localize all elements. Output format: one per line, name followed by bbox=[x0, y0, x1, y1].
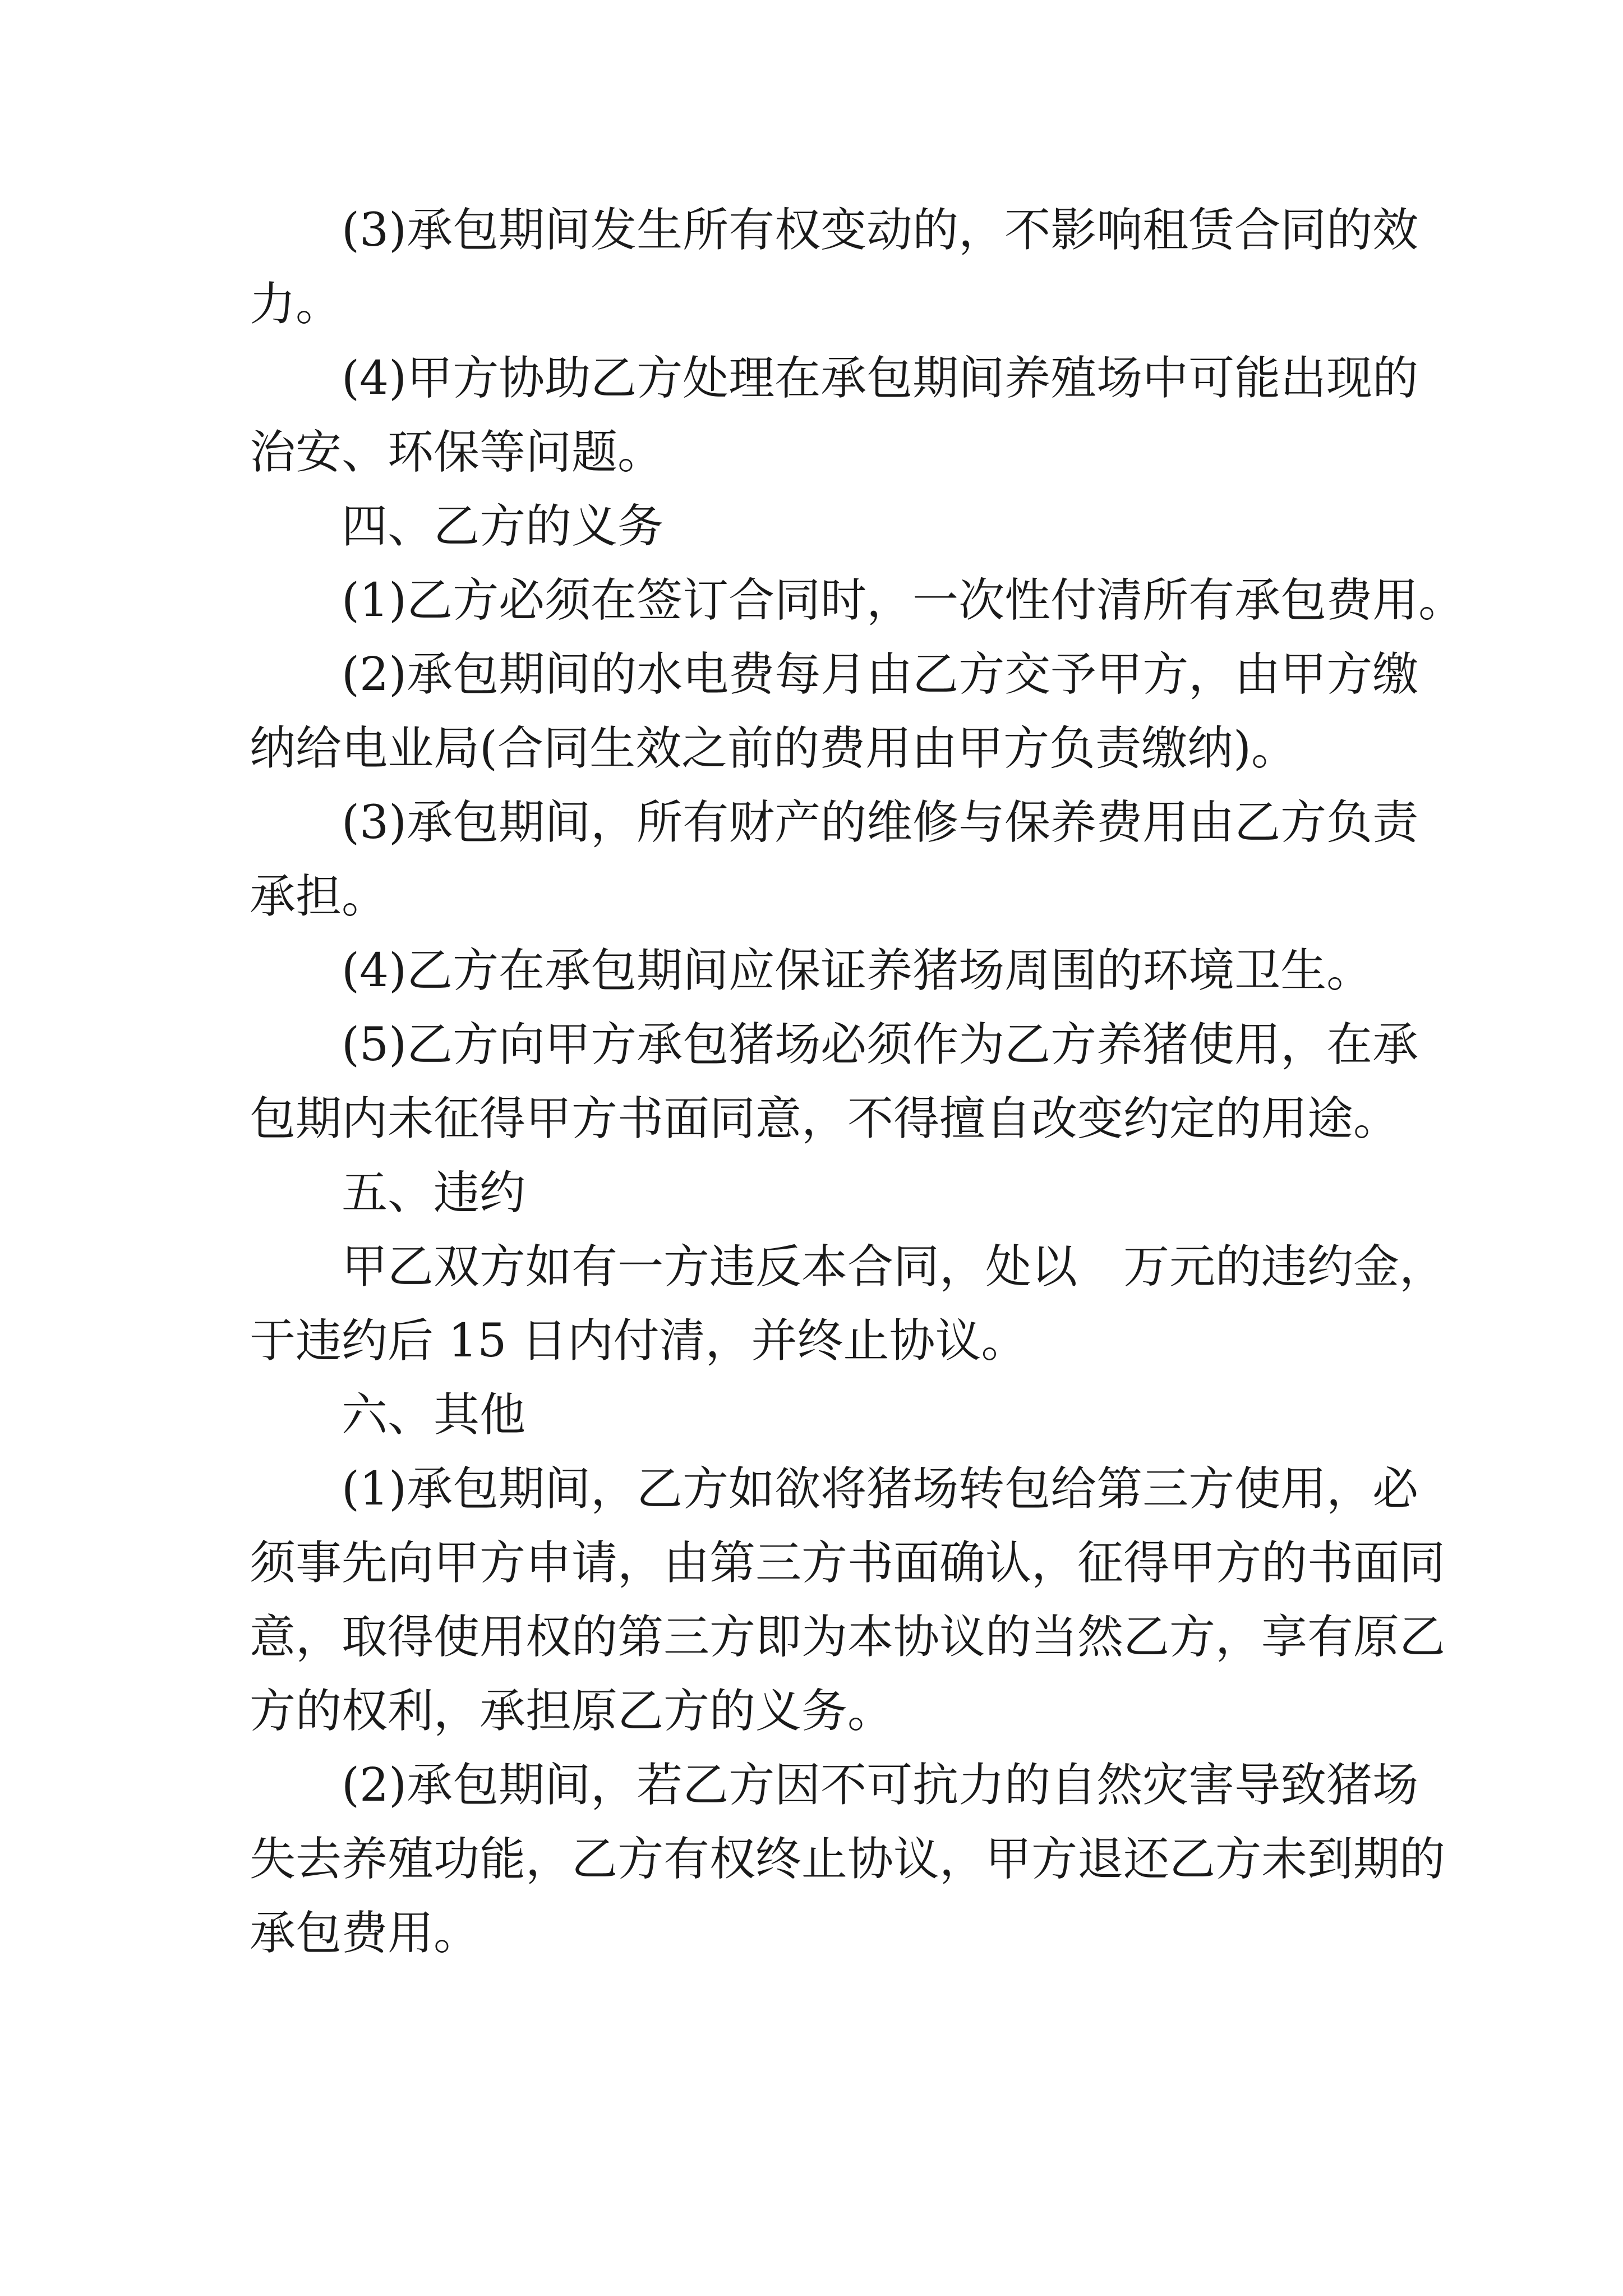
text-line: 包期内未征得甲方书面同意，不得擅自改变约定的用途。 bbox=[250, 1092, 1400, 1145]
text-line: (3)承包期间，所有财产的维修与保养费用由乙方负责 bbox=[342, 796, 1419, 849]
section-heading: 六、其他 bbox=[342, 1388, 526, 1442]
document-page bbox=[250, 194, 1465, 1971]
text-line: 失去养殖功能，乙方有权终止协议，甲方退还乙方未到期的 bbox=[250, 1833, 1446, 1886]
text-line: 方的权利，承担原乙方的义务。 bbox=[250, 1685, 894, 1738]
text-line: 力。 bbox=[250, 278, 342, 331]
section-heading: 四、乙方的义务 bbox=[342, 500, 664, 553]
section-heading: 五、违约 bbox=[342, 1166, 526, 1220]
text-line: (4)乙方在承包期间应保证养猪场周围的环境卫生。 bbox=[342, 944, 1373, 997]
text-line: (4)甲方协助乙方处理在承包期间养殖场中可能出现的 bbox=[342, 352, 1419, 405]
text-line: (1)承包期间，乙方如欲将猪场转包给第三方使用，必 bbox=[342, 1462, 1419, 1516]
text-line: (5)乙方向甲方承包猪场必须作为乙方养猪使用，在承 bbox=[342, 1018, 1419, 1071]
text-line: (2)承包期间的水电费每月由乙方交予甲方，由甲方缴 bbox=[342, 648, 1419, 701]
text-line: 须事先向甲方申请，由第三方书面确认，征得甲方的书面同 bbox=[250, 1536, 1446, 1590]
text-line: 甲乙双方如有一方违反本合同，处以 万元的违约金， bbox=[342, 1240, 1446, 1294]
text-line: 承包费用。 bbox=[250, 1907, 480, 1960]
text-line: (2)承包期间，若乙方因不可抗力的自然灾害导致猪场 bbox=[342, 1759, 1419, 1812]
text-line: (1)乙方必须在签订合同时，一次性付清所有承包费用。 bbox=[342, 574, 1465, 627]
text-line: 于违约后 15 日内付清，并终止协议。 bbox=[250, 1314, 1027, 1368]
text-line: 意，取得使用权的第三方即为本协议的当然乙方，享有原乙 bbox=[250, 1611, 1446, 1664]
text-line: 纳给电业局(合同生效之前的费用由甲方负责缴纳)。 bbox=[250, 722, 1297, 775]
text-line: 承担。 bbox=[250, 870, 388, 923]
text-line: 治安、环保等问题。 bbox=[250, 426, 664, 479]
text-line: (3)承包期间发生所有权变动的，不影响租赁合同的效 bbox=[342, 204, 1419, 257]
